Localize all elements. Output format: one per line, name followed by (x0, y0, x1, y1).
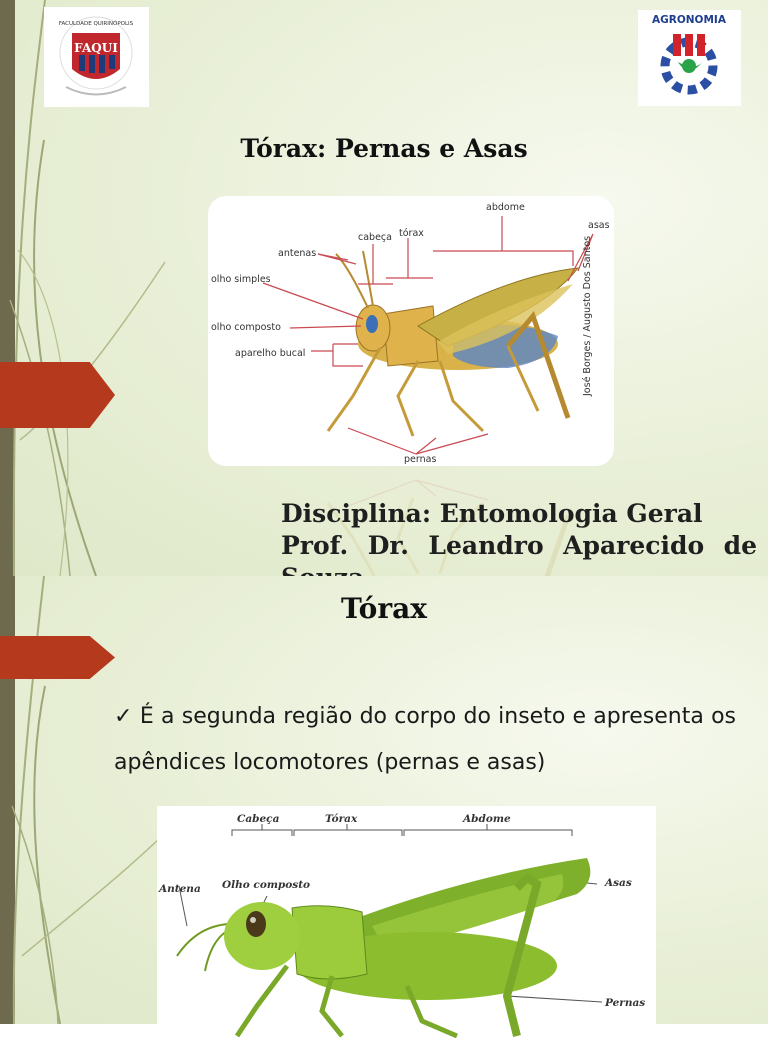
professor-name: Prof. Dr. Leandro Aparecido de (281, 531, 757, 560)
faqui-logo (44, 7, 149, 107)
label-torax: tórax (399, 228, 424, 239)
label-cabeca: Cabeça (237, 813, 280, 825)
label-cabeca: cabeça (358, 232, 392, 243)
label-pernas: pernas (404, 454, 437, 465)
slide-title: Tórax (341, 592, 427, 625)
checkmark-icon: ✓ (114, 704, 133, 729)
label-asas: asas (588, 220, 610, 231)
slide-2 (0, 576, 768, 1024)
course-name: Disciplina: Entomologia Geral (281, 499, 703, 528)
faqui-logo-text: FAQUI (74, 41, 118, 55)
agronomia-logo-text: AGRONOMIA (652, 14, 726, 26)
label-torax: Tórax (325, 813, 358, 825)
bullet-point (114, 694, 736, 786)
label-abdome: Abdome (463, 813, 511, 825)
faqui-emblem (44, 7, 149, 107)
agronomia-logo (638, 10, 741, 106)
figure-credit: José Borges / Augusto Dos Santos (582, 235, 593, 396)
label-olho-composto: olho composto (211, 322, 281, 333)
label-olho-simples: olho simples (211, 274, 271, 285)
grasshopper-photo-figure (157, 806, 656, 1036)
green-grasshopper-illustration (157, 806, 656, 1036)
faqui-logo-arc-text: FACULDADE QUIRINÓPOLIS (58, 21, 134, 27)
label-abdome: abdome (486, 202, 525, 213)
label-pernas: Pernas (605, 997, 646, 1009)
label-asas: Asas (605, 877, 632, 889)
label-aparelho-bucal: aparelho bucal (235, 348, 306, 359)
grasshopper-illustration (208, 196, 614, 466)
label-antenas: antenas (278, 248, 317, 259)
label-olho-composto: Olho composto (222, 879, 311, 891)
label-antena: Antena (159, 883, 201, 895)
bullet-text: É a segunda região do corpo do inseto e apresenta os apêndices locomotores (pernas e asas) (114, 704, 736, 775)
grasshopper-anatomy-figure (208, 196, 614, 466)
slide-title: Tórax: Pernas e Asas (240, 134, 528, 163)
agronomia-emblem (638, 10, 741, 106)
